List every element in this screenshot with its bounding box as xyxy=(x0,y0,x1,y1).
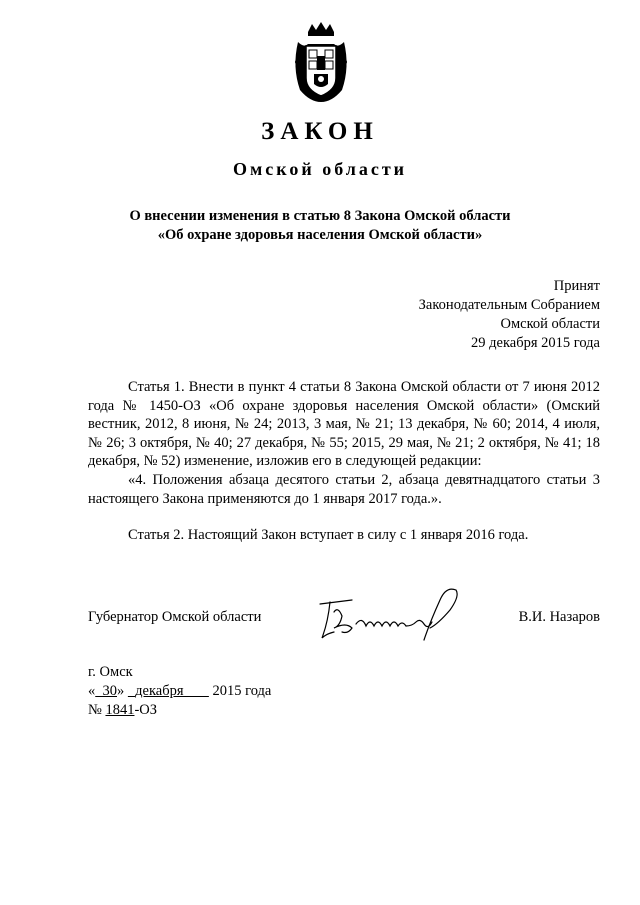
adopted-date: 29 декабря 2015 года xyxy=(471,335,600,351)
document-title: ЗАКОН xyxy=(261,118,379,145)
article-2: Статья 2. Настоящий Закон вступает в силу с 1 января 2016 года. xyxy=(128,527,529,544)
heading-line-1: О внесении изменения в статью 8 Закона Омской области xyxy=(129,208,511,224)
adopted-line-2: Законодательным Собранием xyxy=(418,297,600,313)
governor-label: Губернатор Омской области xyxy=(88,609,262,625)
date-day-value: 30 xyxy=(102,683,117,699)
date-year: 2015 года xyxy=(212,683,272,699)
law-body xyxy=(88,378,600,545)
number-value: 1841 xyxy=(105,702,135,718)
date-close-quote: » xyxy=(117,683,125,699)
adopted-line-3: Омской области xyxy=(500,316,600,332)
signing-date xyxy=(88,683,271,700)
date-day xyxy=(95,683,117,699)
city: г. Омск xyxy=(88,664,133,680)
adoption-block xyxy=(300,277,600,353)
law-number xyxy=(88,702,157,719)
governor-name: В.И. Назаров xyxy=(518,609,600,625)
heading-line-2: «Об охране здоровья населения Омской области» xyxy=(157,227,483,243)
date-open-quote: « xyxy=(88,683,96,699)
number-suffix: -ОЗ xyxy=(134,702,158,718)
coat-of-arms-icon xyxy=(290,22,352,104)
adopted-line-1: Принят xyxy=(553,278,600,294)
date-month xyxy=(128,683,209,699)
law-heading xyxy=(0,207,640,245)
handwritten-signature-icon xyxy=(312,582,472,650)
document-subtitle: Омской области xyxy=(232,159,408,179)
date-month-value: декабря xyxy=(135,683,184,699)
article-1: Статья 1. Внести в пункт 4 статьи 8 Закона Омской области от 7 июня 2012 года № 1450-ОЗ «Об охране здоровья населения Омской области» (Омский вестник, 2012, 8 июня, № 24; 2013, 3 мая, № 21; 13 декабря, № 60; 2014, 4 июля, № 26; 3 октября, № 40; 27 декабря, № 55; 2015, 29 мая, № 21; 2 октября, № 41; 18 декабря, № 52) изменение, изложив его в следующей редакции: xyxy=(88,379,600,470)
article-1-quote: «4. Положения абзаца десятого статьи 2, абзаца девятнадцатого статьи 3 настоящего Закона применяются до 1 января 2017 года.». xyxy=(88,471,600,507)
number-prefix: № xyxy=(88,702,102,718)
